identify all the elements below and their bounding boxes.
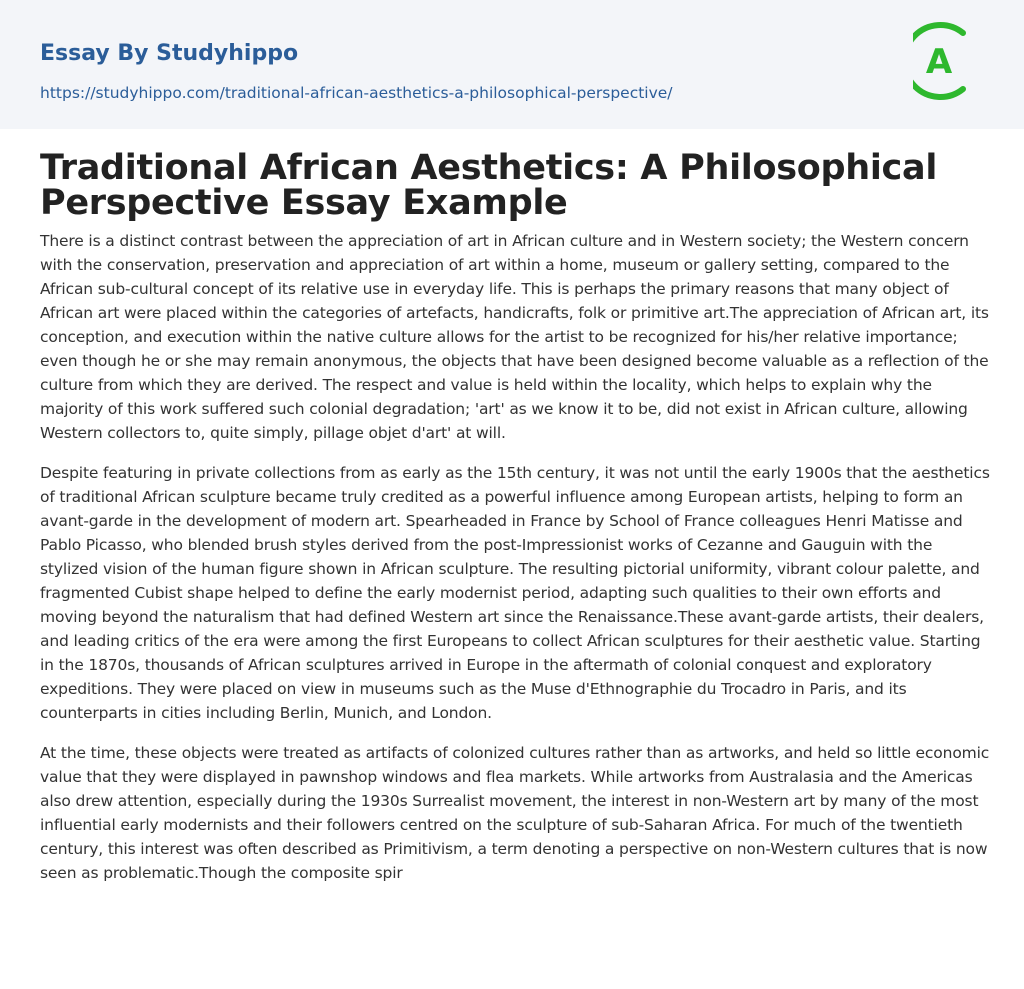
- logo-letter: A: [925, 42, 953, 82]
- studyhippo-logo-icon[interactable]: [913, 20, 985, 104]
- essay-paragraph: Despite featuring in private collections from as early as the 15th century, it was not until the early 1900s that the aesthetics of traditional African sculpture became truly credited as a powerful influence among European artists, helping to form an avant-garde in the development of modern art. Spearheaded in France by School of France colleagues Henri Matisse and Pablo Picasso, who blended brush styles derived from the post-Impressionist works of Cezanne and Gauguin with the stylized vision of the human figure shown in African sculpture. The resulting pictorial uniformity, vibrant colour palette, and fragmented Cubist shape helped to define the early modernist period, adapting such qualities to their own efforts and moving beyond the naturalism that had defined Western art since the Renaissance.These avant-garde artists, their dealers, and leading critics of the era were among the first Europeans to collect African sculptures for their aesthetic value. Starting in the 1870s, thousands of African sculptures arrived in Europe in the aftermath of colonial conquest and exploratory expeditions. They were placed on view in museums such as the Muse d'Ethnographie du Trocadro in Paris, and its counterparts in cities including Berlin, Munich, and London.: [40, 464, 990, 722]
- site-title[interactable]: Essay By Studyhippo: [40, 41, 299, 66]
- site-header: [0, 0, 1024, 129]
- essay-paragraph: At the time, these objects were treated as artifacts of colonized cultures rather than as artworks, and held so little economic value that they were displayed in pawnshop windows and flea markets. While artworks from Australasia and the Americas also drew attention, especially during the 1930s Surrealist movement, the interest in non-Western art by many of the most influential early modernists and their followers centred on the sculpture of sub-Saharan Africa. For much of the twentieth century, this interest was often described as Primitivism, a term denoting a perspective on non-Western cultures that is now seen as problematic.Though the composite spir: [40, 744, 990, 882]
- essay-body: [40, 229, 990, 901]
- page-title: Traditional African Aesthetics: A Philosophical Perspective Essay Example: [40, 148, 938, 223]
- article-url-link[interactable]: https://studyhippo.com/traditional-african-aesthetics-a-philosophical-perspective/: [40, 84, 673, 102]
- essay-paragraph: There is a distinct contrast between the appreciation of art in African culture and in Western society; the Western concern with the conservation, preservation and appreciation of art within a home, museum or gallery setting, compared to the African sub-cultural concept of its relative use in everyday life. This is perhaps the primary reasons that many object of African art were placed within the categories of artefacts, handicrafts, folk or primitive art.The appreciation of African art, its conception, and execution within the native culture allows for the artist to be recognized for his/her relative importance; even though he or she may remain anonymous, the objects that have been designed become valuable as a reflection of the culture from which they are derived. The respect and value is held within the locality, which helps to explain why the majority of this work suffered such colonial degradation; 'art' as we know it to be, did not exist in African culture, allowing Western collectors to, quite simply, pillage objet d'art' at will.: [40, 232, 989, 442]
